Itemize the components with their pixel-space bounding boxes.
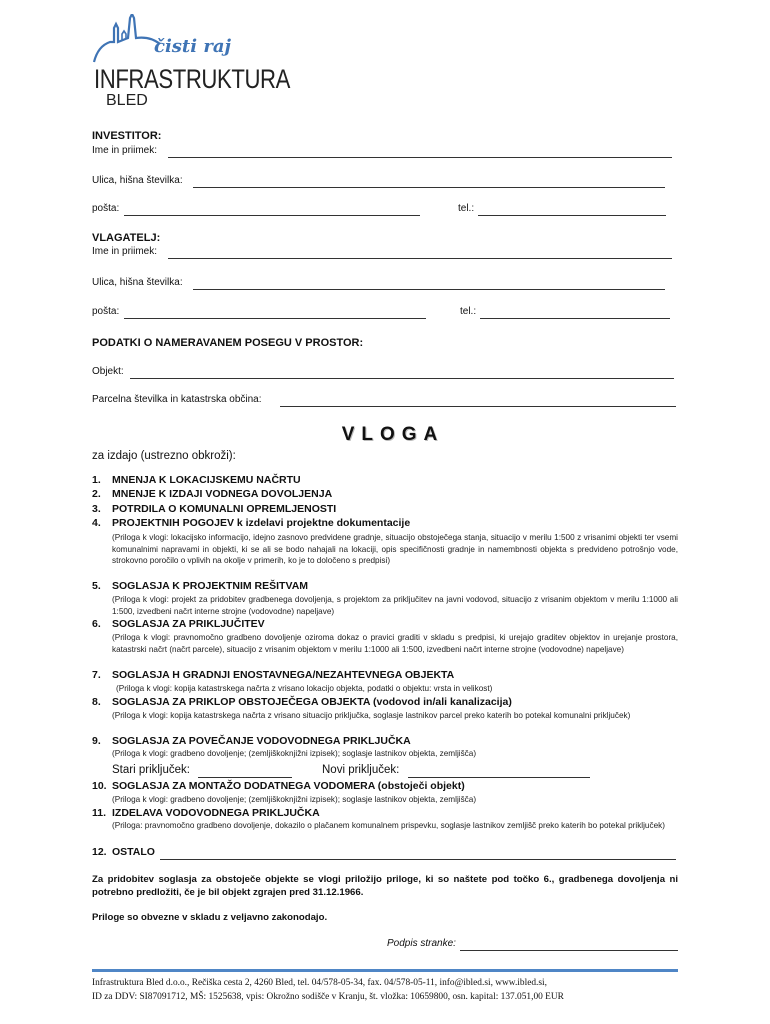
item-note: (Priloga k vlogi: gradbeno dovoljenje; (zemljiškoknjižni izpisek); soglasje lastnikov objekta, zemljišča): [112, 795, 477, 804]
investor-post-field[interactable]: [124, 205, 420, 216]
item-number: 4.: [92, 517, 101, 529]
investor-name-label: Ime in priimek:: [92, 145, 158, 156]
investor-post-label: pošta:: [92, 203, 120, 214]
item-note: (Priloga k vlogi: kopija katastrskega načrta z vrisano lokacijo objekta, podatki o objektu: vrsta in velikost): [116, 684, 493, 693]
item-note: (Priloga k vlogi: gradbeno dovoljenje; (zemljiškoknjižni izpisek); soglasje lastnikov objekta, zemljišča): [112, 749, 477, 758]
item-note: (Priloga: pravnomočno gradbeno dovoljenje, dokazilo o plačanem komunalnem prispevku, soglasje lastnikov zemljišč preko katerih bo potekal priključek): [112, 821, 665, 830]
logo: [92, 14, 290, 109]
item-number: 12.: [92, 846, 107, 858]
logo-name: INFRASTRUKTURA: [94, 64, 290, 94]
item-number: 9.: [92, 735, 101, 747]
item-number: 6.: [92, 618, 101, 630]
item-number: 8.: [92, 696, 101, 708]
document-title: VLOGA: [341, 424, 445, 445]
footer-line2: ID za DDV: SI87091712, MŠ: 1525638, vpis: Okrožno sodišče v Kranju, št. vložka: 10659800, osn. kapital: 137.051,00 EUR: [92, 992, 564, 1002]
item-note: (Priloga k vlogi: lokacijsko informacijo, idejno zasnovo predvidene gradnje, situacijo obstoječega stanja, situacijo v merilu 1:500 z vrisanimi objekti ter vsemi komunalnimi napravami in objekti, ki se ali se bodo nahajali na lokaciji, opis specifičnosti gradnje in namembnosti objekta s predvideno potrošnjo vode, strokovno poročilo o vplivih na okolje v primerih, ko je to določeno s predpisi): [112, 533, 678, 565]
item-note: (Priloga k vlogi: kopija katastrskega načrta z vrisano situacijo priključka, soglasje lastnikov parcel preko katerih bo potekal komunalni priključek): [112, 711, 631, 720]
item-number: 11.: [92, 807, 107, 819]
item-label[interactable]: POTRDILA O KOMUNALNI OPREMLJENOSTI: [112, 503, 337, 515]
applicant-street-field[interactable]: [193, 279, 665, 290]
item-number: 3.: [92, 503, 101, 515]
item-label[interactable]: PROJEKTNIH POGOJEV k izdelavi projektne dokumentacije: [112, 517, 411, 529]
item-note: (Priloga k vlogi: projekt za pridobitev gradbenega dovoljenja, s projektom za priključitev na javni vodovod, situacijo z vrisanim objektom v merilu 1:1000 ali 1:500, izvedbeni načrt interne strojne (vodovodne) napeljave): [112, 595, 678, 616]
item-number: 10.: [92, 780, 107, 792]
signature-field[interactable]: [460, 940, 678, 951]
item-label[interactable]: SOGLASJA K PROJEKTNIM REŠITVAM: [112, 580, 309, 592]
parcel-label: Parcelna številka in katastrska občina:: [92, 394, 262, 405]
intervention-heading: PODATKI O NAMERAVANEM POSEGU V PROSTOR:: [92, 337, 364, 349]
applicant-post-field[interactable]: [124, 308, 426, 319]
church-icon: [92, 14, 162, 64]
subtitle: za izdajo (ustrezno obkroži):: [92, 450, 236, 462]
investor-name-field[interactable]: [168, 147, 672, 158]
applicant-street-label: Ulica, hišna številka:: [92, 277, 183, 288]
investor-heading: INVESTITOR:: [92, 130, 162, 142]
item-number: 1.: [92, 474, 101, 486]
attachments-note: Priloge so obvezne v skladu z veljavno zakonodajo.: [92, 912, 328, 923]
applicant-post-label: pošta:: [92, 306, 120, 317]
applicant-tel-label: tel.:: [460, 306, 477, 317]
footer-rule: [92, 969, 678, 972]
investor-tel-label: tel.:: [458, 203, 475, 214]
new-connection-field[interactable]: [408, 767, 590, 778]
item-label[interactable]: SOGLASJA ZA POVEČANJE VODOVODNEGA PRIKLJUČKA: [112, 735, 411, 747]
statement-text: Za pridobitev soglasja za obstoječe objekte se vlogi priložijo priloge, ki so naštete pod točko 6., gradbenega dovoljenja ni potrebno predložiti, če je bil objekt zgrajen pred 31.12.1966.: [92, 874, 678, 898]
object-field[interactable]: [130, 368, 674, 379]
new-connection-label: Novi priključek:: [322, 764, 400, 776]
footer-line1: Infrastruktura Bled d.o.o., Rečiška cesta 2, 4260 Bled, tel. 04/578-05-34, fax. 04/578-05-11, info@ibled.si, www.ibled.si,: [92, 978, 547, 988]
applicant-name-label: Ime in priimek:: [92, 246, 158, 257]
item-number: 2.: [92, 488, 101, 500]
applicant-name-field[interactable]: [168, 248, 672, 259]
other-field[interactable]: [160, 849, 676, 860]
logo-tagline: čisti raj: [154, 36, 232, 57]
applicant-tel-field[interactable]: [480, 308, 670, 319]
item-label[interactable]: MNENJE K IZDAJI VODNEGA DOVOLJENJA: [112, 488, 333, 500]
logo-sub: BLED: [106, 92, 148, 109]
item-label[interactable]: SOGLASJA ZA MONTAŽO DODATNEGA VODOMERA (obstoječi objekt): [112, 780, 465, 792]
old-connection-label: Stari priključek:: [112, 764, 190, 776]
old-connection-field[interactable]: [198, 767, 292, 778]
item-label[interactable]: SOGLASJA ZA PRIKLOP OBSTOJEČEGA OBJEKTA (vodovod in/ali kanalizacija): [112, 696, 512, 708]
item-label[interactable]: IZDELAVA VODOVODNEGA PRIKLJUČKA: [112, 807, 320, 819]
item-label[interactable]: SOGLASJA ZA PRIKLJUČITEV: [112, 618, 265, 630]
applicant-heading: VLAGATELJ:: [92, 232, 161, 244]
investor-tel-field[interactable]: [478, 205, 666, 216]
item-label[interactable]: SOGLASJA H GRADNJI ENOSTAVNEGA/NEZAHTEVNEGA OBJEKTA: [112, 669, 455, 681]
investor-street-label: Ulica, hišna številka:: [92, 175, 183, 186]
item-note: (Priloga k vlogi: pravnomočno gradbeno dovoljenje oziroma dokaz o pravici graditi v skladu s predpisi, ki urejajo graditev objektov in urejanje prostora, katastrski načrt (načrt parcele), situacijo z vrisanim objektom v merilu 1:1000 ali 1:500, izvedbeni načrt interne strojne (vodovodne) napeljave): [112, 633, 678, 654]
item-label[interactable]: OSTALO: [112, 846, 155, 858]
item-number: 7.: [92, 669, 101, 681]
item-number: 5.: [92, 580, 101, 592]
object-label: Objekt:: [92, 366, 124, 377]
item-label[interactable]: MNENJA K LOKACIJSKEMU NAČRTU: [112, 474, 301, 486]
signature-label: Podpis stranke:: [387, 938, 456, 949]
investor-street-field[interactable]: [193, 177, 665, 188]
parcel-field[interactable]: [280, 396, 676, 407]
